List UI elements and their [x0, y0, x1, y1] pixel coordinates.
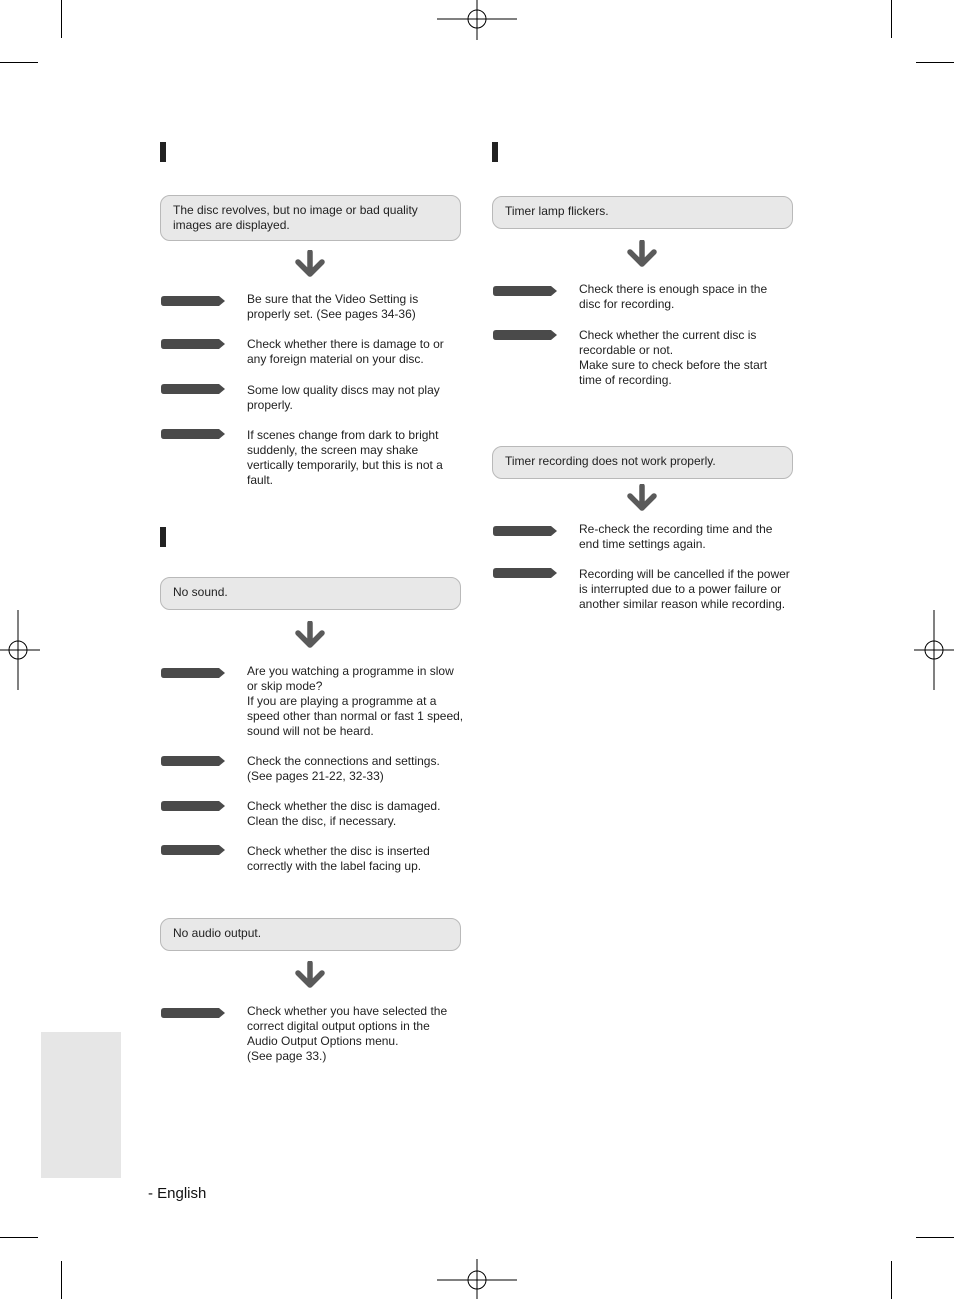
section-marker-right-1 [492, 142, 498, 162]
solution-text: Check whether you have selected the correct digital output options in the Audio Output Options menu. (See page 33.) [247, 1004, 448, 1063]
solution-text: Be sure that the Video Setting is properly set. (See pages 34-36) [247, 292, 419, 321]
problem-text: The disc revolves, but no image or bad quality images are displayed. [173, 203, 418, 232]
solution-tab-icon [161, 296, 225, 306]
solution-text: Some low quality discs may not play properly. [247, 383, 440, 412]
registration-mark-right [914, 610, 954, 690]
solution-tab-icon [493, 568, 557, 578]
solution-tab-icon [493, 286, 557, 296]
problem-box-timer-lamp [492, 196, 793, 229]
solution-text: Check whether the current disc is recordable or not. Make sure to check before the start time of recording. [579, 328, 768, 387]
problem-text: No audio output. [173, 926, 262, 940]
solution-text: Are you watching a programme in slow or skip mode? If you are playing a programme at a speed other than normal or fast 1 speed, sound will not be heard. [247, 664, 464, 738]
down-arrow-icon [625, 484, 659, 512]
solution-tab-icon [493, 330, 557, 340]
problem-box-bad-image [160, 195, 461, 241]
solution-text: Check there is enough space in the disc for recording. [579, 282, 768, 311]
registration-mark-top [437, 0, 517, 40]
solution-text: If scenes change from dark to bright suddenly, the screen may shake vertically temporarily, but this is not a fault. [247, 428, 443, 487]
problem-box-timer-recording [492, 446, 793, 479]
solution-tab-icon [161, 1008, 225, 1018]
solution-text: Recording will be cancelled if the power is interrupted due to a power failure or another similar reason while recording. [579, 567, 790, 611]
solution-tab-icon [493, 526, 557, 536]
registration-mark-bottom [437, 1259, 517, 1299]
down-arrow-icon [293, 621, 327, 649]
solution-tab-icon [161, 429, 225, 439]
down-arrow-icon [293, 961, 327, 989]
solution-tab-icon [161, 845, 225, 855]
solution-tab-icon [161, 756, 225, 766]
problem-box-no-sound [160, 577, 461, 610]
solution-text: Check whether the disc is inserted correctly with the label facing up. [247, 844, 430, 873]
solution-text: Check whether there is damage to or any foreign material on your disc. [247, 337, 444, 366]
down-arrow-icon [625, 240, 659, 268]
problem-text: No sound. [173, 585, 228, 599]
solution-tab-icon [161, 339, 225, 349]
chapter-side-tab [41, 1032, 121, 1178]
solution-tab-icon [161, 668, 225, 678]
page-footer: - English [148, 1185, 207, 1202]
solution-text: Re-check the recording time and the end time settings again. [579, 522, 773, 551]
problem-box-no-audio-output [160, 918, 461, 951]
solution-tab-icon [161, 801, 225, 811]
problem-text: Timer recording does not work properly. [505, 454, 716, 468]
section-marker-left-2 [160, 527, 166, 547]
problem-text: Timer lamp flickers. [505, 204, 609, 218]
section-marker-left-1 [160, 142, 166, 162]
down-arrow-icon [293, 250, 327, 278]
solution-text: Check the connections and settings. (See pages 21-22, 32-33) [247, 754, 440, 783]
registration-mark-left [0, 610, 40, 690]
solution-text: Check whether the disc is damaged. Clean the disc, if necessary. [247, 799, 441, 828]
solution-tab-icon [161, 384, 225, 394]
